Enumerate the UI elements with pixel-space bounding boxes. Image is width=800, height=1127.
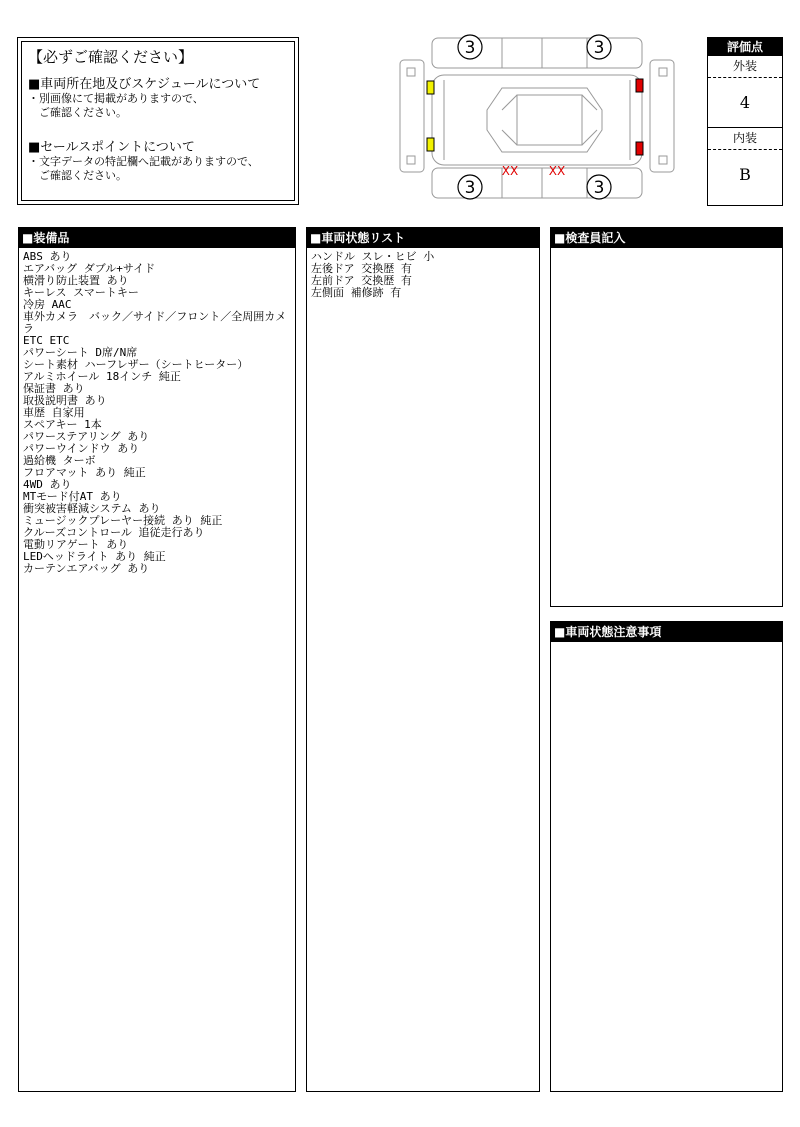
exterior-value: 4	[739, 93, 751, 112]
notice-section-location: ■車両所在地及びスケジュールについて	[28, 77, 261, 92]
rating-box	[707, 37, 783, 206]
vehicle-diagram	[392, 30, 682, 205]
equipment-list	[19, 248, 295, 578]
equipment-item: 4WD あり	[23, 478, 72, 491]
equipment-item: 取扱説明書 あり	[23, 394, 107, 407]
rating-header: 評価点	[708, 38, 782, 56]
notice-line: ・文字データの特記欄へ記載がありますので、	[28, 155, 259, 168]
notice-title: 【必ずご確認ください】	[28, 48, 194, 66]
equipment-item: 横滑り防止装置 あり	[23, 274, 129, 287]
inspector-header: ■検査員記入	[551, 228, 782, 248]
inspector-panel	[550, 227, 783, 607]
tire-grade: 3	[593, 38, 605, 58]
equipment-item: クルーズコントロール 追従走行あり	[23, 526, 205, 539]
notice-section-salespoint: ■セールスポイントについて	[28, 140, 195, 155]
equipment-item: ミュージックプレーヤー接続 あり 純正	[23, 514, 223, 527]
car-roof-outline	[517, 95, 582, 145]
equipment-item: 衝突被害軽減システム あり	[23, 502, 161, 515]
condition-list	[307, 248, 539, 302]
equipment-item: 車歴 自家用	[23, 406, 85, 419]
equipment-panel	[18, 227, 296, 1092]
equipment-item: 過給機 ターボ	[23, 454, 96, 467]
rear-bumper-outline	[400, 60, 424, 172]
notes-header: ■車両状態注意事項	[551, 622, 782, 642]
front-bumper-outline	[650, 60, 674, 172]
damage-mark: XX	[548, 164, 566, 178]
notice-line: ご確認ください。	[28, 169, 127, 182]
notice-box	[17, 37, 299, 205]
interior-label: 内装	[708, 127, 782, 150]
tire-grade: 3	[593, 178, 605, 198]
tire-grade: 3	[464, 38, 476, 58]
equipment-item: キーレス スマートキー	[23, 286, 139, 299]
front-light-left-icon	[636, 79, 643, 92]
equipment-item: MTモード付AT あり	[23, 490, 122, 503]
condition-item: 左前ドア 交換歴 有	[311, 274, 412, 287]
condition-panel	[306, 227, 540, 1092]
rear-light-right-icon	[427, 138, 434, 151]
notes-panel	[550, 621, 783, 1092]
tire-grade: 3	[464, 178, 476, 198]
front-light-right-icon	[636, 142, 643, 155]
equipment-header: ■装備品	[19, 228, 295, 248]
equipment-item: LEDヘッドライト あり 純正	[23, 550, 166, 563]
equipment-item: 電動リアゲート あり	[23, 538, 129, 551]
notice-line: ご確認ください。	[28, 106, 127, 119]
exterior-label: 外装	[708, 56, 782, 78]
equipment-item: パワーウインドウ あり	[23, 442, 140, 455]
rear-light-left-icon	[427, 81, 434, 94]
equipment-item: シート素材 ハーフレザー（シートヒーター）	[23, 358, 249, 371]
equipment-item: アルミホイール 18インチ 純正	[23, 370, 181, 383]
condition-header: ■車両状態リスト	[307, 228, 539, 248]
condition-item: 左側面 補修跡 有	[311, 286, 402, 299]
condition-item: ハンドル スレ・ヒビ 小	[311, 250, 435, 263]
equipment-item: フロアマット あり 純正	[23, 466, 146, 479]
equipment-item: ETC ETC	[23, 334, 70, 347]
equipment-item: スペアキー 1本	[23, 418, 102, 431]
equipment-item: カーテンエアバッグ あり	[23, 562, 150, 575]
condition-item: 左後ドア 交換歴 有	[311, 262, 412, 275]
equipment-item: パワーステアリング あり	[23, 430, 150, 443]
equipment-item: パワーシート D席/N席	[23, 346, 138, 359]
equipment-item: 保証書 あり	[23, 382, 85, 395]
equipment-item: 冷房 AAC	[23, 298, 72, 311]
damage-mark: XX	[501, 164, 519, 178]
interior-value: B	[739, 165, 751, 184]
notice-line: ・別画像にて掲載がありますので、	[28, 92, 204, 105]
equipment-item: 車外カメラ バック／サイド／フロント／全周囲カメラ	[23, 310, 287, 335]
equipment-item: エアバッグ ダブル+サイド	[23, 262, 156, 275]
equipment-item: ABS あり	[23, 250, 72, 263]
